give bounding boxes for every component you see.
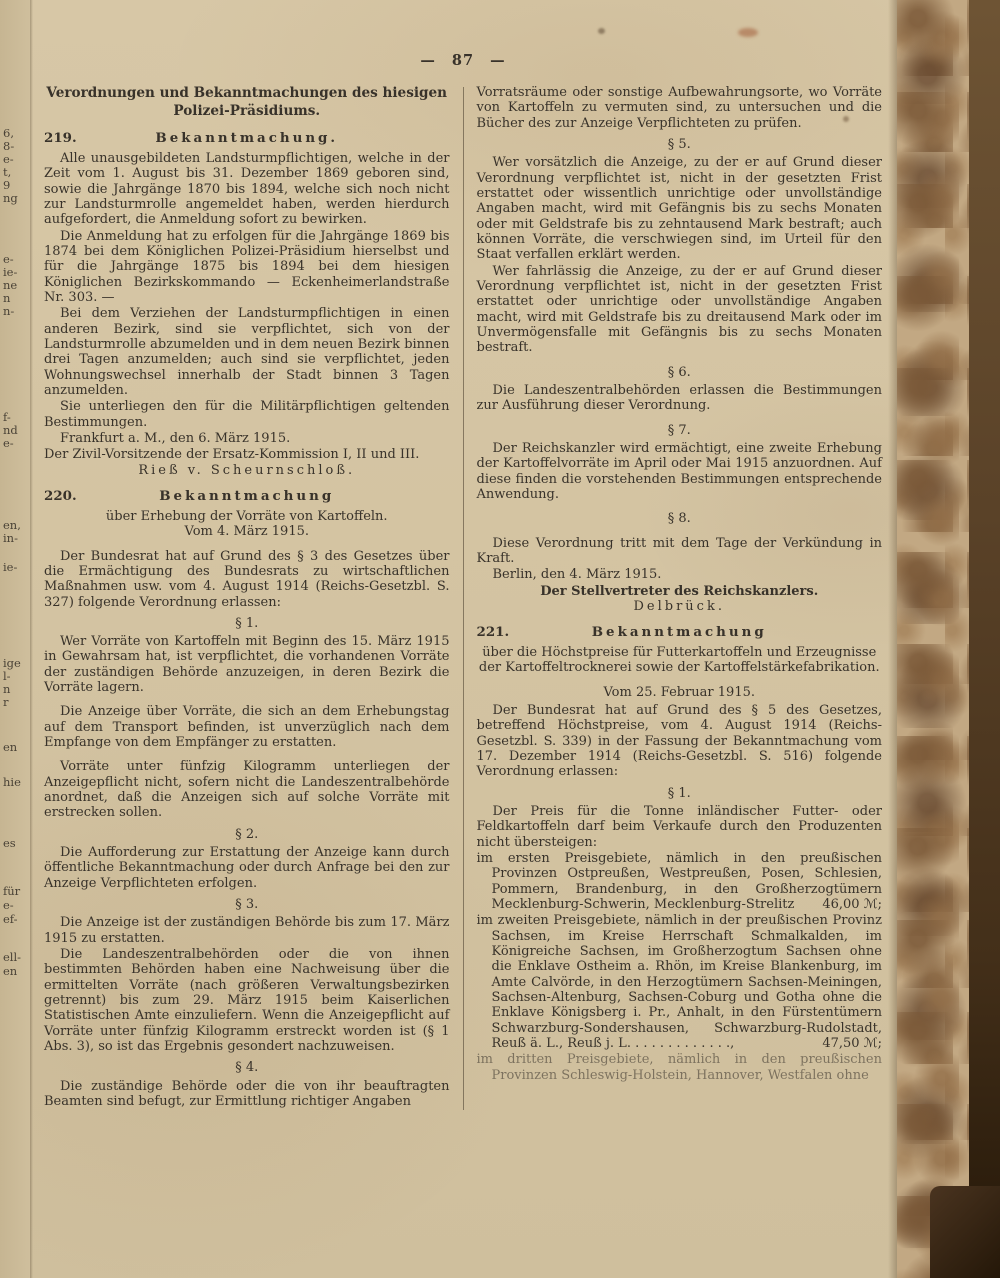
notice-220-signature-name: Delbrück. — [633, 598, 725, 614]
margin-fragment: e- — [3, 152, 14, 166]
notice-219-paragraph: Bei dem Verziehen der Landsturmpflichtigen in einen anderen Bezirk, sind sie verpflichtet, sich von der Landsturmrolle abzumelden und in dem neuen Bezirk binnen drei Tagen anzumelden; auch sind sie verpflichtet, jeden Wohnungswechsel innerhalb der Stadt binnen 3 Tagen anzumelden. — [44, 306, 450, 399]
margin-fragment: en, — [3, 518, 21, 532]
margin-fragment: e- — [3, 436, 14, 450]
notice-219-header — [44, 131, 450, 147]
notice-219-title: Bekanntmachung. — [155, 130, 339, 147]
page-fold-line — [30, 0, 33, 1278]
notice-220-paragraph: Der Reichskanzler wird ermächtigt, eine zweite Erhebung der Kartoffelvorräte im April oder Mai 1915 anzuordnen. Auf diese finden die vorstehenden Bestimmungen entsprechende Anwendung. — [476, 440, 882, 502]
price-zone-2 — [477, 913, 883, 1051]
notice-220-signature-role: Der Stellvertreter des Reichskanzlers. — [540, 583, 819, 599]
notice-219-dateline: Frankfurt a. M., den 6. März 1915. — [60, 431, 291, 447]
notice-221-paragraph: Der Preis für die Tonne inländischer Futter- oder Feldkartoffeln darf beim Verkaufe durch den Produzenten nicht übersteigen: — [476, 803, 882, 850]
margin-fragment: n- — [3, 304, 15, 318]
margin-fragment: ie- — [3, 265, 18, 279]
margin-fragment: t, — [3, 165, 12, 179]
notice-221-intro: Der Bundesrat hat auf Grund des § 5 des Gesetzes, betreffend Höchstpreise, vom 4. August 1914 (Reichs-Gesetzbl. S. 339) in der Fassung der Bekanntmachung vom 17. Dezember 1914 (Reichs-Gesetzbl. S. 516) folgende Verordnung erlassen: — [476, 702, 882, 780]
price-zone-2-text: im zweiten Preisgebiete, nämlich in der preußischen Provinz Sachsen, im Kreise Herrschaft Schmalkalden, im Königreiche Sachsen, im Großherzogtum Sachsen ohne die Enklave Ostheim a. Rhön, im Kreise Blankenburg, im Amte Calvörde, in den Herzogtümern Sachsen-Meiningen, Sachsen-Altenburg, Sachsen-Coburg und Gotha ohne die Enklave Königsberg i. Pr., Anhalt, in den Fürstentümern Schwarzburg-Sondershausen, Schwarzburg-Rudolstadt, Reuß ä. L., Reuß j. L. . . . . . . . . . . . ., — [476, 913, 882, 1051]
section-mark-4: § 4. — [235, 1060, 259, 1076]
price-zone-3 — [477, 1052, 883, 1083]
margin-fragment: en — [3, 740, 18, 754]
notice-220-paragraph: Diese Verordnung tritt mit dem Tage der Verkündung in Kraft. — [476, 535, 882, 566]
notice-219-number: 219. — [44, 130, 77, 147]
page-number-dash: — — [490, 52, 506, 69]
margin-fragment: 6, — [3, 126, 14, 140]
margin-fragment: für — [3, 884, 21, 898]
margin-fragment: ne — [3, 278, 18, 292]
two-column-layout — [44, 85, 882, 1110]
notice-220-title: Bekanntmachung — [159, 488, 335, 505]
section-mark-1: § 1. — [667, 785, 691, 801]
margin-fragment: n — [3, 682, 11, 696]
margin-fragment: 8- — [3, 139, 15, 153]
adjacent-page-edge — [0, 0, 30, 1278]
margin-fragment: 9 — [3, 178, 11, 192]
margin-fragment: ige — [3, 656, 21, 670]
margin-fragment: ef- — [3, 912, 18, 926]
notice-219-paragraph: Alle unausgebildeten Landsturmpflichtigen, welche in der Zeit vom 1. August bis 31. Dezember 1869 geboren sind, sowie die Jahrgänge 1870 bis 1894, welche sich noch nicht zur Landsturmrolle angemeldet haben, werden hierdurch aufgefordert, die Anmeldung sofort zu bewirken. — [44, 151, 450, 228]
notice-220-date: Vom 4. März 1915. — [184, 524, 309, 540]
margin-fragment: ell- — [3, 950, 22, 964]
margin-fragment: n — [3, 291, 11, 305]
page-edge-shadow — [888, 0, 897, 1278]
notice-220-header — [44, 489, 450, 505]
price-zone-1-amount: 46,00 ℳ; — [822, 896, 882, 912]
bottom-right-cover-corner — [930, 1186, 1000, 1278]
section-mark-7: § 7. — [667, 422, 691, 438]
notice-220-subtitle: über Erhebung der Vorräte von Kartoffeln. — [105, 508, 388, 524]
notice-220-paragraph: Die Anzeige über Vorräte, die sich an dem Erhebungstag auf dem Transport befinden, ist unverzüglich nach dem Empfange von dem Empfänger zu erstatten. — [44, 704, 450, 751]
column-divider — [463, 87, 464, 1110]
masthead-line-1: Verordnungen und Bekanntmachungen des hiesigen — [46, 85, 448, 101]
page-number-dash: — — [420, 52, 436, 69]
margin-fragment: l- — [3, 669, 11, 683]
notice-221-header — [477, 625, 883, 641]
masthead-line-2: Polizei-Präsidiums. — [173, 102, 321, 119]
margin-fragment: e- — [3, 898, 14, 912]
margin-fragment: en — [3, 964, 18, 978]
page-content — [44, 52, 882, 1110]
masthead-title — [44, 85, 450, 120]
section-mark-8: § 8. — [667, 511, 691, 527]
notice-219-signature-name: Rieß v. Scheurnschloß. — [138, 462, 356, 478]
notice-220-paragraph: Die Aufforderung zur Erstattung der Anzeige kann durch öffentliche Bekanntmachung oder durch Anfrage bei den zur Anzeige Verpflichteten erfolgen. — [44, 845, 450, 891]
notice-221-title: Bekanntmachung — [591, 624, 767, 641]
price-zone-1 — [477, 851, 883, 912]
right-column — [477, 85, 883, 1110]
section-mark-1: § 1. — [235, 615, 259, 631]
notice-219-signature-role: Der Zivil-Vorsitzende der Ersatz-Kommission I, II und III. — [44, 447, 420, 463]
price-zone-1-text: im ersten Preisgebiete, nämlich in den preußischen Provinzen Ostpreußen, Westpreußen, Posen, Schlesien, Pommern, Brandenburg, in den Großherzogtümern Mecklenburg-Schwerin, Mecklenburg-Strelitz — [476, 850, 882, 912]
section-mark-5: § 5. — [667, 136, 691, 152]
notice-220-paragraph-continued: Vorratsräume oder sonstige Aufbewahrungsorte, wo Vorräte von Kartoffeln zu vermuten sind, zu untersuchen und die Bücher des zur Anzeige Verpflichteten zu prüfen. — [476, 85, 882, 131]
left-column — [44, 85, 450, 1110]
notice-219-paragraph: Die Anmeldung hat zu erfolgen für die Jahrgänge 1869 bis 1874 bei dem Königlichen Polizei-Präsidium hierselbst und für die Jahrgänge 1875 bis 1894 bei dem hiesigen Königlichen Bezirkskommando — Eckenheimerlandstraße Nr. 303. — — [44, 228, 450, 306]
notice-220-intro: Der Bundesrat hat auf Grund des § 3 des Gesetzes über die Ermächtigung des Bundesrats zu wirtschaftlichen Maßnahmen usw. vom 4. August 1914 (Reichs-Gesetzbl. S. 327) folgende Verordnung erlassen: — [44, 548, 450, 610]
notice-221-date: Vom 25. Februar 1915. — [603, 684, 755, 700]
notice-220-dateline: Berlin, den 4. März 1915. — [492, 567, 662, 583]
price-zone-3-text: im dritten Preisgebiete, nämlich in den preußischen Provinzen Schleswig-Holstein, Hannover, Westfalen ohne — [476, 1052, 882, 1083]
page-number — [44, 52, 882, 69]
book-cover-edge — [969, 0, 1000, 1278]
section-mark-3: § 3. — [235, 897, 259, 913]
paper-stain — [598, 28, 605, 34]
section-mark-6: § 6. — [667, 364, 691, 380]
notice-220-number: 220. — [44, 488, 77, 505]
margin-fragment: ng — [3, 191, 18, 205]
notice-220-paragraph: Die zuständige Behörde oder die von ihr beauftragten Beamten sind befugt, zur Ermittlung richtiger Angaben — [44, 1078, 450, 1110]
notice-220-paragraph: Die Landeszentralbehörden oder die von ihnen bestimmten Behörden haben eine Nachweisung über die ermittelten Vorräte (nach größeren Verwaltungsbezirken getrennt) bis zum 29. März 1915 beim Kaiserlichen Statistischen Amte einzuliefern. Wenn die Anzeigepflicht auf Vorräte unter fünfzig Kilogramm erstreckt worden ist (§ 1 Abs. 3), so ist das Ergebnis gesondert nachzuweisen. — [44, 947, 450, 1055]
margin-fragment: nd — [3, 423, 18, 437]
notice-220-paragraph: Die Anzeige ist der zuständigen Behörde bis zum 17. März 1915 zu erstatten. — [44, 915, 450, 946]
notice-220-paragraph: Wer vorsätzlich die Anzeige, zu der er auf Grund dieser Verordnung verpflichtet ist, nicht in der gesetzten Frist erstattet oder wissentlich unrichtige oder unvollständige Angaben macht, wird mit Gefängnis bis zu sechs Monaten oder mit Geldstrafe bis zu zehntausend Mark bestraft; auch können Vorräte, die verschwiegen sind, im Urteil für den Staat verfallen erklärt werden. — [476, 155, 882, 263]
margin-fragment: hie — [3, 775, 21, 789]
margin-fragment: es — [3, 836, 16, 850]
margin-fragment: f- — [3, 410, 11, 424]
notice-220-paragraph: Die Landeszentralbehörden erlassen die Bestimmungen zur Ausführung dieser Verordnung. — [476, 382, 882, 414]
notice-220-paragraph: Wer Vorräte von Kartoffeln mit Beginn des 15. März 1915 in Gewahrsam hat, ist verpflichtet, die vorhandenen Vorräte der zuständigen Behörde anzuzeigen, in deren Bezirk die Vorräte lagern. — [44, 634, 450, 696]
notice-220-paragraph: Wer fahrlässig die Anzeige, zu der er auf Grund dieser Verordnung verpflichtet ist, nicht in der gesetzten Frist erstattet oder unrichtige oder unvollständige Angaben macht, wird mit Geldstrafe bis zu dreitausend Mark oder im Unvermögensfalle mit Gefängnis bis zu sechs Monaten bestraft. — [476, 263, 882, 356]
margin-fragment: ie- — [3, 560, 18, 574]
notice-219-paragraph: Sie unterliegen den für die Militärpflichtigen geltenden Bestimmungen. — [44, 399, 450, 430]
margin-fragment: in- — [3, 531, 18, 545]
book-edge-marble — [897, 0, 969, 1278]
margin-fragment: r — [3, 695, 9, 709]
notice-221-subtitle: über die Höchstpreise für Futterkartoffeln und Erzeugnisse der Kartoffeltrocknerei sowie der Kartoffelstärkefabrikation. — [478, 644, 880, 676]
price-zone-2-amount: 47,50 ℳ; — [822, 1035, 882, 1051]
margin-fragment: e- — [3, 252, 14, 266]
page-number-value: 87 — [451, 52, 475, 69]
notice-221-number: 221. — [476, 624, 510, 641]
paper-stain — [738, 28, 758, 37]
notice-220-paragraph: Vorräte unter fünfzig Kilogramm unterliegen der Anzeigepflicht nicht, sofern nicht die Landeszentralbehörde anordnet, daß die Anzeigen sich auf solche Vorräte mit erstrecken sollen. — [44, 759, 450, 821]
section-mark-2: § 2. — [235, 826, 259, 842]
